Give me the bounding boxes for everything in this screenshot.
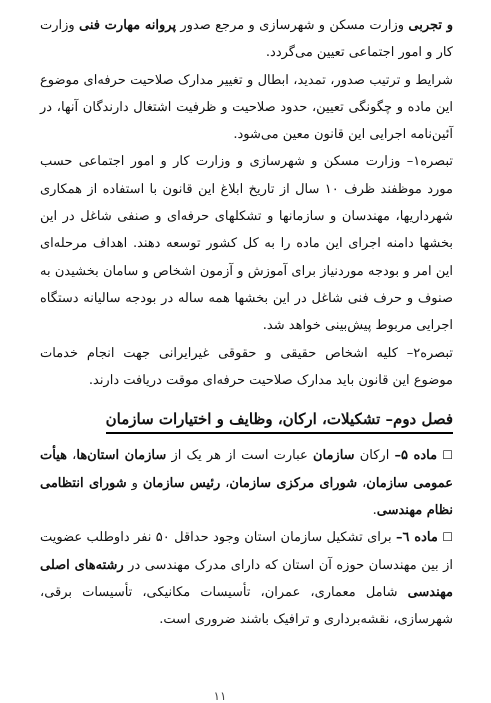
bold-phrase: شورای انتظامی نظام مهندسی	[40, 475, 453, 519]
bold-phrase: پروانه مهارت فنی	[79, 18, 177, 33]
bold-phrase: و تجربی	[408, 18, 453, 33]
checkbox-glyph: ☐	[442, 530, 453, 545]
text-run: .	[372, 503, 377, 519]
text-run: عبارت است از هر یک از	[166, 448, 313, 464]
article-6	[40, 524, 453, 633]
bold-phrase: شورای مرکزی سازمان	[229, 475, 358, 491]
document-page	[40, 12, 453, 634]
text-run: شامل معماری، عمران، تأسیسات مکانیکی، تأسیسات برقی، شهرسازی، نقشه‌برداری و ترافیک باشند ضروری است.	[40, 584, 453, 628]
text-run: و	[126, 475, 143, 491]
article-6-label: ماده ٦–	[396, 530, 438, 546]
bold-phrase: رئیس سازمان	[142, 475, 221, 491]
checkbox-glyph: ☐	[442, 448, 453, 463]
page-number: ۱۱	[213, 689, 227, 703]
text-run: وزارت کار و امور اجتماعی تعیین می‌گردد.	[40, 18, 453, 61]
bold-phrase: سازمان	[312, 448, 355, 464]
paragraph-issuing-authorities	[40, 12, 453, 67]
text-run: وزارت مسکن و شهرسازی و مرجع صدور	[176, 18, 409, 33]
chapter-heading-wrap	[40, 407, 453, 434]
text-run: ارکان	[354, 448, 395, 464]
paragraph-issuance-conditions: شرایط و ترتیب صدور، تمدید، ابطال و تغییر مدارک صلاحیت حرفه‌ای موضوع این ماده و چگونگی تعیین، حدود صلاحیت و ظرفیت اشتغال دارندگان آنها، در آئین‌نامه اجرایی این قانون معین می‌شود.	[40, 72, 453, 143]
bold-phrase: سازمان استان‌ها	[76, 448, 167, 464]
text-run: ،	[66, 448, 77, 464]
article-5-label: ماده ۵–	[394, 448, 438, 464]
bold-phrase: هیأت عمومی سازمان	[40, 448, 454, 491]
text-run: ،	[220, 475, 230, 491]
bold-phrase: رشته‌های اصلی مهندسی	[40, 557, 453, 600]
article-5	[40, 442, 453, 524]
chapter-heading: فصل دوم– تشکیلات، ارکان، وظایف و اختیارات سازمان	[106, 408, 453, 434]
text-run: ،	[357, 475, 367, 491]
paragraph-note-2: تبصره۲– کلیه اشخاص حقیقی و حقوقی غیرایرانی جهت انجام خدمات موضوع این قانون باید مدارک صلاحیت حرفه‌ای موقت دریافت دارند.	[40, 345, 453, 388]
paragraph-note-1: تبصره۱– وزارت مسکن و شهرسازی و وزارت کار و امور اجتماعی حسب مورد موظفند ظرف ۱۰ سال از تاریخ ابلاغ این قانون با استفاده از همکاری شهرداریها، مهندسان و سازمانها و تشکلهای حرفه‌ای و صنفی شاغل در این بخشها دامنه اجرای این ماده را به کل کشور توسعه دهند. اهداف مرحله‌ای این امر و بودجه موردنیاز برای آموزش و آزمون اشخاص و سامان بخشیدن به صنوف و حرف فنی شاغل در این بخشها همه ساله در بودجه سالیانه دستگاه اجرایی مربوط پیش‌بینی خواهد شد.	[40, 154, 453, 334]
text-run: برای تشکیل سازمان استان وجود حداقل ۵۰ نفر داوطلب عضویت از بین مهندسان حوزه آن استان که دارای مدرک مهندسی در	[40, 530, 453, 573]
